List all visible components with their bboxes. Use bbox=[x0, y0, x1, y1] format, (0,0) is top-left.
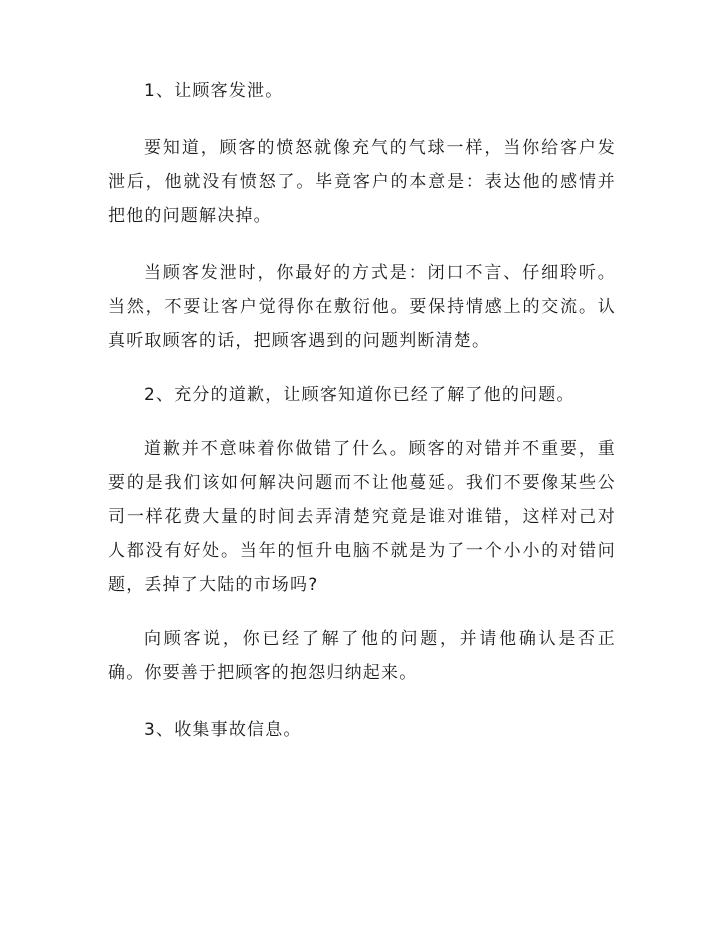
paragraph-body: 当顾客发泄时，你最好的方式是：闭口不言、仔细聆听。当然，不要让客户觉得你在敷衍他。要保持情感上的交流。认真听取顾客的话，把顾客遇到的问题判断清楚。 bbox=[108, 263, 616, 351]
paragraph-heading-2: 2、充分的道歉，让顾客知道你已经了解了他的问题。 bbox=[144, 385, 575, 405]
paragraph-body: 要知道，顾客的愤怒就像充气的气球一样，当你给客户发泄后，他就没有愤怒了。毕竟客户的本意是：表达他的感情并把他的问题解决掉。 bbox=[108, 138, 616, 226]
document-page bbox=[108, 74, 616, 747]
paragraph-heading-1: 1、让顾客发泄。 bbox=[144, 81, 284, 101]
paragraph-body: 向顾客说，你已经了解了他的问题，并请他确认是否正确。你要善于把顾客的抱怨归纳起来。 bbox=[108, 629, 616, 683]
paragraph-body: 道歉并不意味着你做错了什么。顾客的对错并不重要，重要的是我们该如何解决问题而不让他蔓延。我们不要像某些公司一样花费大量的时间去弄清楚究竟是谁对谁错，这样对己对人都没有好处。当年的恒升电脑不就是为了一个小小的对错问题，丢掉了大陆的市场吗? bbox=[108, 439, 616, 595]
paragraph-heading-3: 3、收集事故信息。 bbox=[144, 720, 302, 740]
